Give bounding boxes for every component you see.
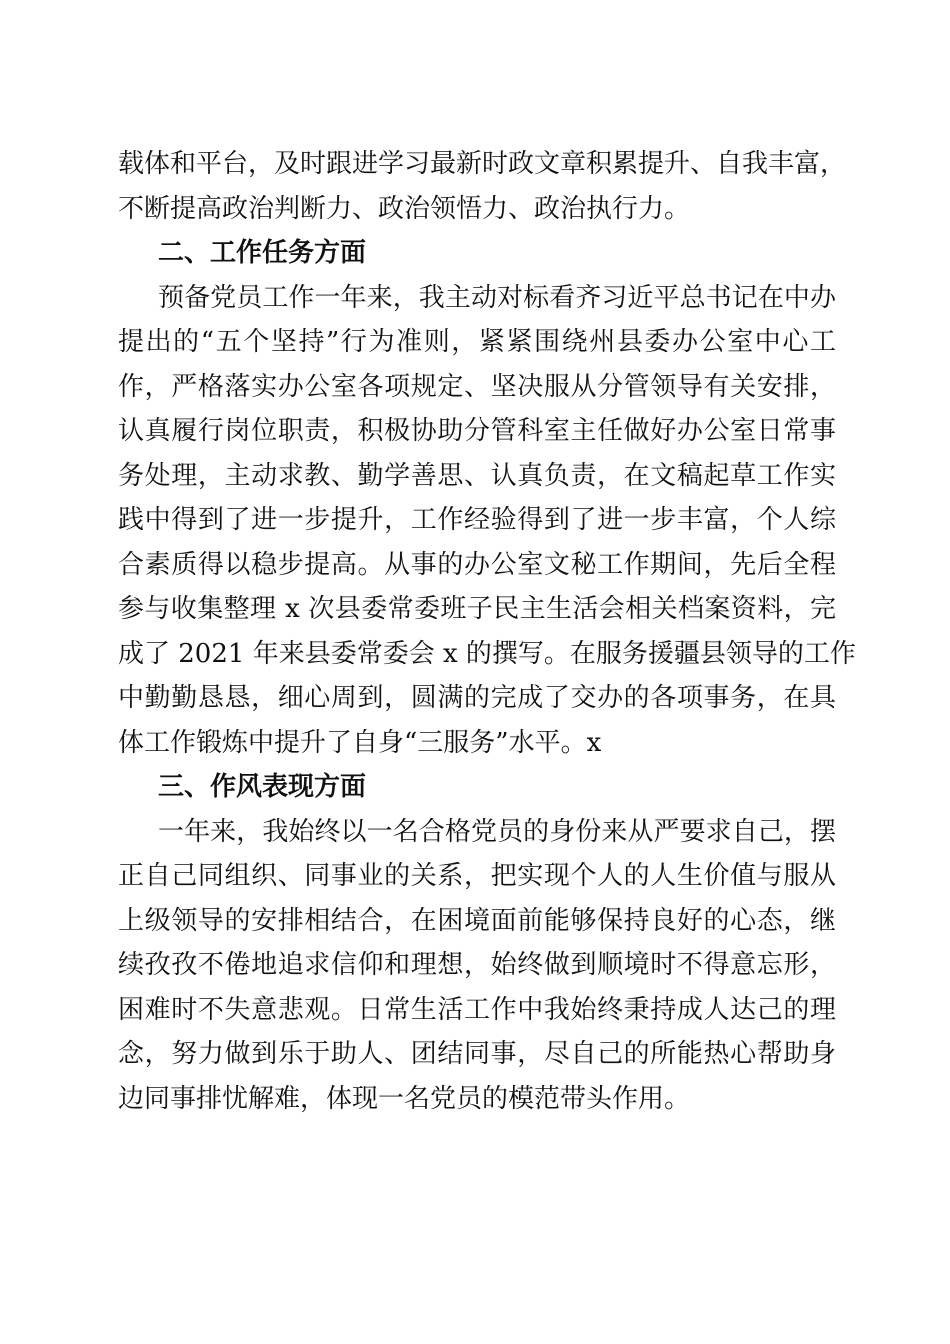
text-line: 不断提高政治判断力、政治领悟力、政治执行力。 [118, 193, 691, 224]
text-line: 合素质得以稳步提高。从事的办公室文秘工作期间，先后全程 [118, 549, 836, 580]
text-line: 参与收集整理 x 次县委常委班子民主生活会相关档案资料，完 [118, 594, 836, 624]
text-line: 提出的“五个坚持”行为准则，紧紧围绕州县委办公室中心工 [118, 327, 836, 357]
text-line: 边同事排忧解难，体现一名党员的模范带头作用。 [118, 1083, 691, 1114]
text-line: 载体和平台，及时跟进学习最新时政文章积累提升、自我丰富， [118, 149, 847, 179]
text-line: 上级领导的安排相结合，在困境面前能够保持良好的心态，继 [118, 905, 836, 936]
paragraph-work-style [118, 810, 836, 1122]
text-line: 践中得到了进一步提升，工作经验得到了进一步丰富，个人综 [118, 505, 836, 535]
paragraph-continued [118, 142, 847, 231]
text-line: 作，严格落实办公室各项规定、坚决服从分管领导有关安排， [118, 371, 836, 402]
text-line: 中勤勤恳恳，细心周到，圆满的完成了交办的各项事务，在具 [118, 683, 836, 713]
text-line: 认真履行岗位职责，积极协助分管科室主任做好办公室日常事 [118, 416, 836, 446]
document-body [118, 142, 856, 1121]
paragraph-work-tasks [118, 276, 856, 766]
text-line: 体工作锻炼中提升了自身“三服务”水平。x [118, 727, 602, 758]
text-line: 一年来，我始终以一名合格党员的身份来从严要求自己，摆 [158, 816, 836, 847]
text-line: 困难时不失意悲观。日常生活工作中我始终秉持成人达己的理 [118, 994, 836, 1025]
section-heading-work-tasks: 二、工作任务方面 [158, 238, 367, 268]
section-heading-work-style: 三、作风表现方面 [158, 772, 367, 802]
text-line: 正自己同组织、同事业的关系，把实现个人的人生价值与服从 [118, 861, 836, 891]
text-line: 务处理，主动求教、勤学善思、认真负责，在文稿起草工作实 [118, 460, 836, 491]
text-line: 成了 2021 年来县委常委会 x 的撰写。在服务援疆县领导的工作 [118, 638, 856, 669]
text-line: 续孜孜不倦地追求信仰和理想，始终做到顺境时不得意忘形， [118, 950, 836, 980]
text-line: 念，努力做到乐于助人、团结同事，尽自己的所能热心帮助身 [118, 1039, 836, 1069]
text-line: 预备党员工作一年来，我主动对标看齐习近平总书记在中办 [158, 282, 836, 313]
